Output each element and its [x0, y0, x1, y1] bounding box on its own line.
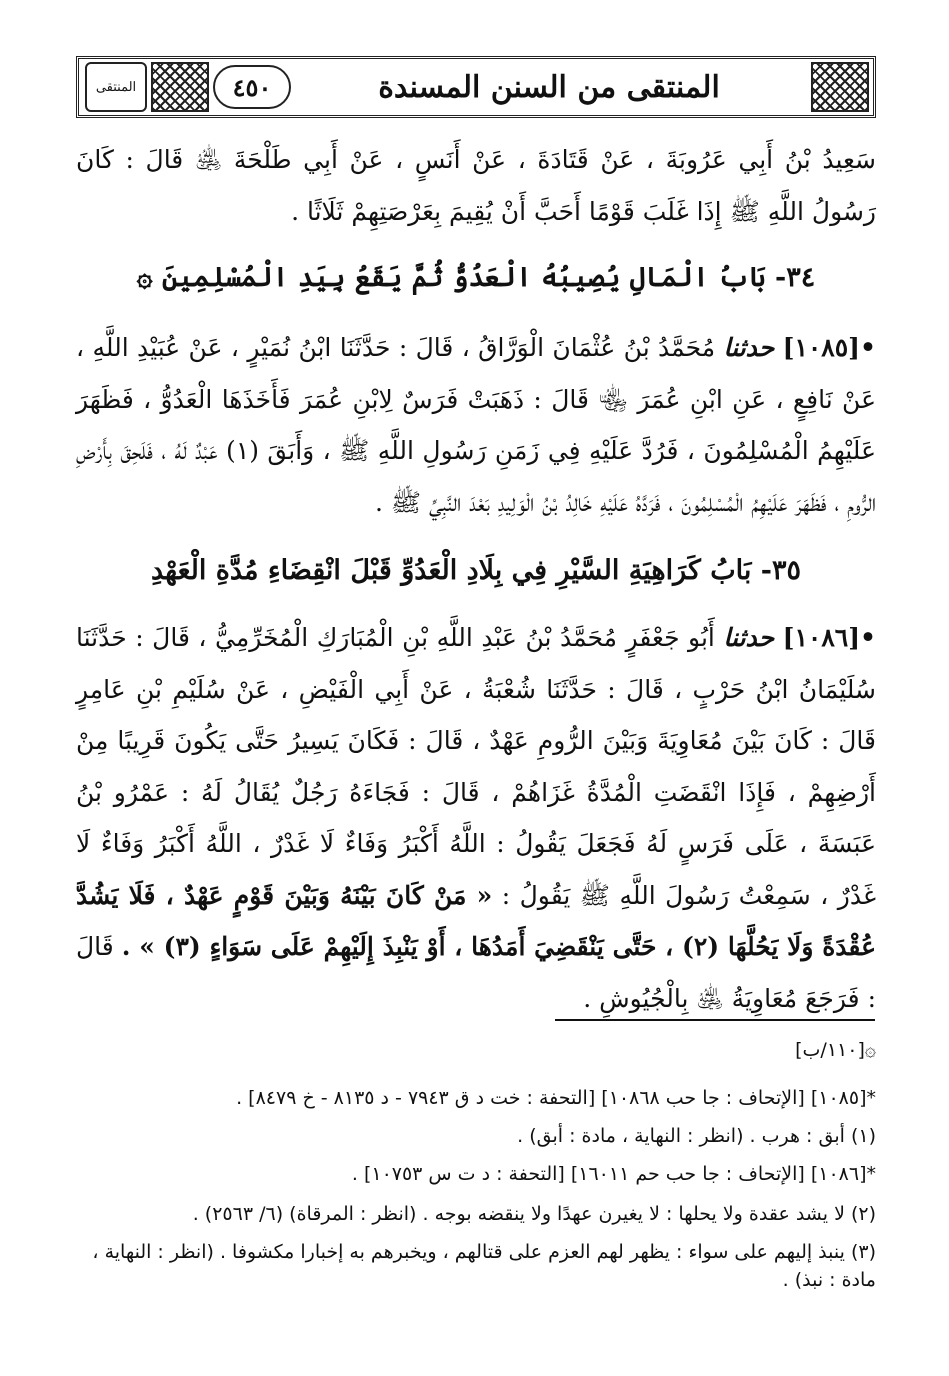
ornament-left [151, 62, 209, 112]
chapter-heading-35: ٣٥- بَابُ كَرَاهِيَةِ السَّيْرِ فِي بِلَادِ الْعَدُوِّ قَبْلَ انْقِضَاءِ مُدَّةِ الْعَهْدِ [150, 555, 802, 586]
ornament-right [811, 62, 869, 112]
hadith-text: مُحَمَّدُ بْنُ عُثْمَانَ الْوَرَّاقُ ، قَالَ : حَدَّثَنَا ابْنُ نُمَيْرٍ ، عَنْ عُبَيْدِ اللَّهِ ، عَنْ نَافِعٍ ، عَنِ ابْنِ عُمَرَ ﵄ قَالَ : ذَهَبَتْ فَرَسٌ لِابْنِ عُمَرَ فَأَخَذَهَا الْعَدُوُّ ، فَظَهَرَ عَلَيْهِمُ الْمُسْلِمُونَ ، فَرُدَّ عَلَيْهِ فِي زَمَنِ رَسُولِ اللَّهِ ﷺ ، وَأَبَقَ (١) عَبْدٌ لَهُ ، فَلَحِقَ بِأَرْضِ الرُّومِ ، فَظَهَرَ عَلَيْهِمُ الْمُسْلِمُونَ ، فَرَدَّهُ عَلَيْهِ خَالِدُ بْنُ الْوَلِيدِ بَعْدَ النَّبِيِّ ﷺ . [76, 333, 876, 517]
page-title: المنتقى من السنن المسندة [378, 69, 720, 105]
chapter-heading-34: ٣٤- بَابُ الْمَالِ يُصِيبُهُ الْعَدُوُّ ثُمَّ يَقَعُ بِيَدِ الْمُسْلِمِينَ ۞ [136, 262, 816, 293]
paragraph-continuation: سَعِيدُ بْنُ أَبِي عَرُوبَةَ ، عَنْ قَتَادَةَ ، عَنْ أَنَسٍ ، عَنْ أَبِي طَلْحَةَ ﵁ قَالَ : كَانَ رَسُولُ اللَّهِ ﷺ إِذَا غَلَبَ قَوْمًا أَحَبَّ أَنْ يُقِيمَ بِعَرْصَتِهِمْ ثَلَاثًا . [76, 145, 876, 226]
hadith-text: أَبُو جَعْفَرٍ مُحَمَّدُ بْنُ عَبْدِ اللَّهِ بْنِ الْمُبَارَكِ الْمُخَرِّمِيُّ ، قَالَ : حَدَّثَنَا سُلَيْمَانُ ابْنُ حَرْبٍ ، قَالَ : حَدَّثَنَا شُعْبَةُ ، عَنْ أَبِي الْفَيْضِ ، عَنْ سُلَيْمِ بْنِ عَامِرٍ قَالَ : كَانَ بَيْنَ مُعَاوِيَةَ وَبَيْنَ الرُّومِ عَهْدٌ ، قَالَ : فَكَانَ يَسِيرُ حَتَّى يَكُونَ قَرِيبًا مِنْ أَرْضِهِمْ ، فَإِذَا انْقَضَتِ الْمُدَّةُ غَزَاهُمْ ، قَالَ : فَجَاءَهُ رَجُلٌ يُقَالُ لَهُ : عَمْرُو بْنُ عَبَسَةَ ، عَلَى فَرَسٍ لَهُ فَجَعَلَ يَقُولُ : اللَّهُ أَكْبَرُ وَفَاءٌ لَا غَدْرٌ ، اللَّهُ أَكْبَرُ وَفَاءٌ لَا غَدْرٌ ، سَمِعْتُ رَسُولَ اللَّهِ ﷺ يَقُولُ : [76, 623, 877, 910]
prophetic-quote: « مَنْ كَانَ بَيْنَهُ وَبَيْنَ قَوْمٍ عَهْدٌ ، فَلَا يَشُدَّ عُقْدَةً وَلَا يَحُلَّهَا (٢) ، حَتَّى يَنْقَضِيَ أَمَدُهَا ، أَوْ يَنْبِذَ إِلَيْهِمْ عَلَى سَوَاءٍ (٣) » . [76, 880, 876, 961]
hadith-opener: حدثنا [723, 333, 775, 362]
hadith-number: •[١٠٨٦] [782, 623, 877, 652]
footnote-3: (٣) ينبذ إليهم على سواء : يظهر لهم العزم على قتالهم ، ويخبرهم به إخبارا مكشوفا . (انظر : النهاية ، مادة : نبذ) . [92, 1241, 876, 1291]
footnote-divider [555, 1019, 875, 1021]
hadith-1086 [76, 612, 876, 1024]
page-header [76, 56, 876, 118]
footnote-2: (٢) لا يشد عقدة ولا يحلها : لا يغيرن عهدًا ولا ينقضه بوجه . (انظر : المرقاة) (٦/ ٢٥٦٣) . [192, 1203, 876, 1225]
footnote-1085-refs: *[١٠٨٥] [الإتحاف : جا حب ١٠٨٦٨] [التحفة : خت د ق ٧٩٤٣ - د ٨١٣٥ - خ ٨٤٧٩] . [236, 1087, 876, 1109]
logo: المنتقى [85, 62, 147, 112]
hadith-tail: قَالَ : فَرَجَعَ مُعَاوِيَةُ ﵁ بِالْجُيُوشِ . [76, 932, 876, 1013]
footnote-folio: ۞[١١٠/ب] [795, 1039, 876, 1061]
hadith-opener: حدثنا [723, 623, 775, 652]
hadith-1085 [76, 322, 876, 528]
footnote-1086-refs: *[١٠٨٦] [الإتحاف : جا حب حم ١٦٠١١] [التحفة : د ت س ١٠٧٥٣] . [351, 1163, 876, 1185]
hadith-number: •[١٠٨٥] [782, 333, 876, 362]
footnote-1: (١) أبق : هرب . (انظر : النهاية ، مادة : أبق) . [517, 1125, 876, 1147]
page-number: ٤٥٠ [213, 65, 291, 109]
